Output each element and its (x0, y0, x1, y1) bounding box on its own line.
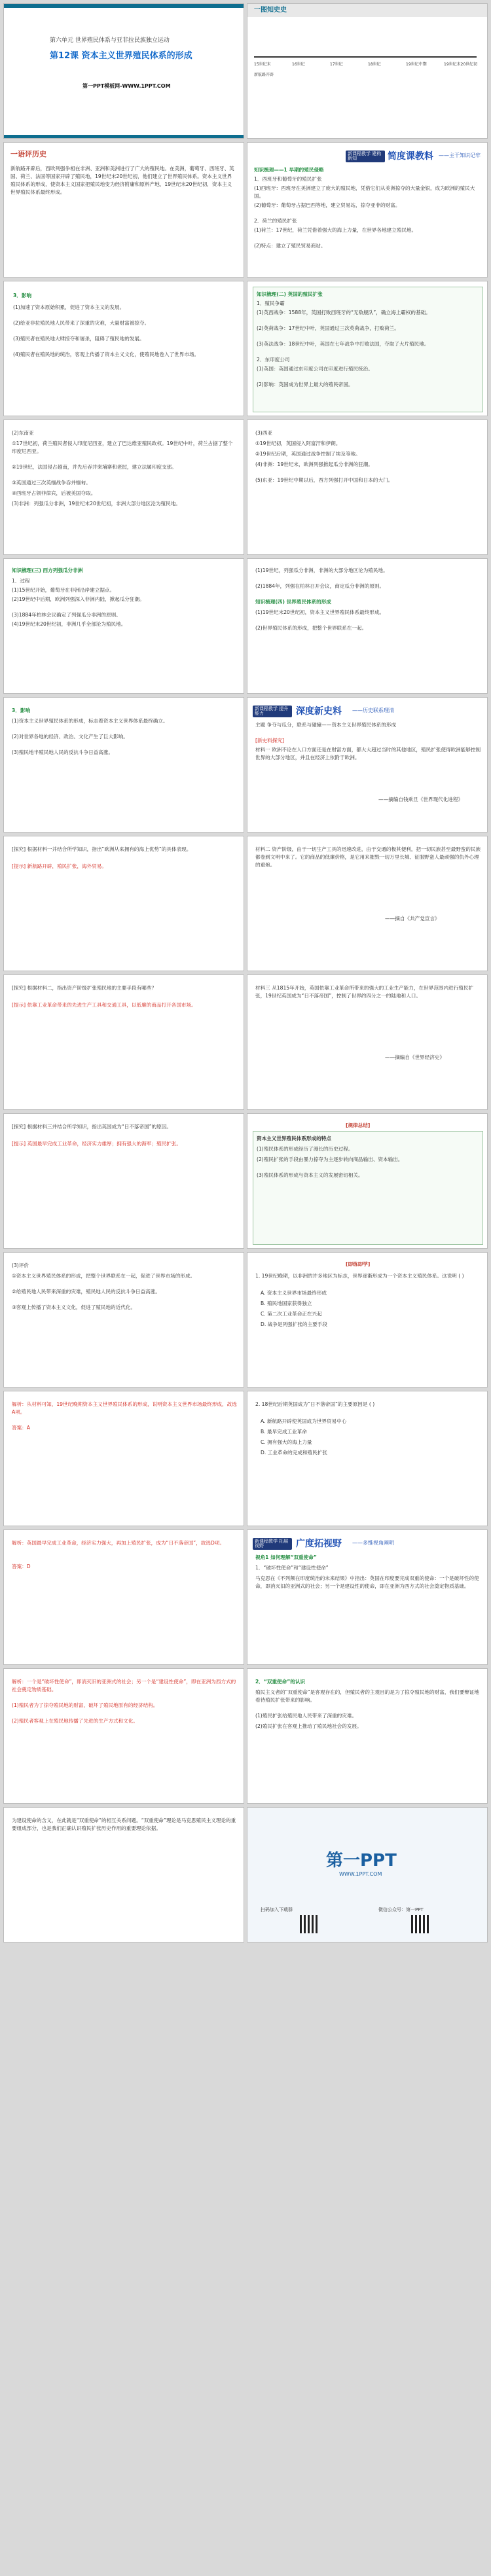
item-1: ①19世纪初，英国侵入阿富汗和伊朗。 (255, 440, 341, 446)
badge-text: 新课程教学 拓展视野 (255, 1539, 289, 1548)
title: 广度拓视野 (296, 1539, 342, 1549)
slide-9[interactable] (3, 558, 244, 694)
labels: 新航路开辟 (254, 73, 274, 77)
slide-5[interactable] (3, 281, 244, 416)
line-2: (3)殖民者在殖民地大肆掠夺和屠杀，阻碍了殖民地的发展。 (13, 336, 145, 342)
slide-1[interactable] (3, 3, 244, 139)
slide-14[interactable] (247, 836, 488, 971)
slide-17[interactable] (3, 1113, 244, 1249)
section-head: 知识梳理(二) 英国的殖民扩张 (257, 291, 323, 297)
section-head: 视角1 如何理解“双重使命” (255, 1554, 317, 1560)
site-url[interactable]: WWW.1PPT.COM (339, 1871, 382, 1877)
site-text: 第一PPT模板网-WWW.1PPT.COM (82, 83, 171, 89)
slide-2[interactable] (247, 3, 488, 139)
line-1: 答案：D (12, 1564, 31, 1569)
line-1: (2)给亚非拉殖民地人民带来了深重的灾难，大量财富被掠夺。 (13, 320, 150, 326)
item-0: 1．殖民争霸 (257, 300, 285, 306)
line-0: [探究] 根据材料二，指出资产阶级扩张殖民地的主要手段有哪些？ (12, 985, 156, 991)
slide-23[interactable] (3, 1530, 244, 1665)
line-2: (2)殖民扩张在客观上推动了殖民地社会的发展。 (255, 1723, 362, 1729)
line-1: [提示] 新航路开辟，殖民扩张，海外贸易。 (12, 863, 107, 869)
title: 3．影响 (13, 293, 32, 298)
slide-13[interactable] (3, 836, 244, 971)
item-4: (4)19世纪末20世纪初，非洲几乎全部沦为殖民地。 (12, 621, 126, 627)
option-b[interactable]: B. 殖民地国家获得独立 (261, 1300, 312, 1306)
brand-logo: 第一PPT (326, 1851, 397, 1870)
line-2: ——摘编自钱乘旦《世界现代化进程》 (378, 796, 464, 802)
line-0: 解析：从材料可知，19世纪晚期资本主义世界殖民体系的形成，说明资本主义世界市场最终形成，故选A项。 (12, 1401, 237, 1415)
item-4: 2．东印度公司 (257, 357, 290, 363)
lesson-title: 第12课 资本主义世界殖民体系的形成 (50, 51, 192, 61)
line-2: (3)殖民地半殖民地人民的反抗斗争日益高涨。 (12, 749, 114, 755)
line-3: ③客观上传播了资本主义文化，促进了殖民地的近代化。 (12, 1304, 136, 1310)
item-0: 1．西班牙和葡萄牙的殖民扩张 (254, 176, 322, 182)
line-1: ①资本主义世界殖民体系的形成，把整个世界联系在一起，促进了世界市场的形成。 (12, 1273, 196, 1279)
node-5: 19世纪末20世纪初 (444, 62, 478, 67)
item-1: (2)1884年，列强在柏林召开会议，商定瓜分非洲的原则。 (255, 583, 385, 589)
line-0: [探究] 根据材料三并结合所学知识，指出英国成为“日不落帝国”的原因。 (12, 1124, 172, 1130)
item-4: (2)世界殖民体系的形成，把整个世界联系在一起。 (255, 625, 367, 631)
node-4: 19世纪中期 (406, 62, 427, 67)
title: 3．影响 (12, 707, 31, 713)
node-1: 16世纪 (292, 62, 305, 67)
line-3: (4)殖民者在殖民地的统治，客观上传播了资本主义文化，使殖民地卷入了世界市场。 (13, 351, 200, 357)
badge (253, 1538, 292, 1550)
item-4: ④西班牙占领菲律宾，后被美国夺取。 (12, 490, 96, 496)
item-6: (2)影响：英国成为世界上最大的殖民帝国。 (257, 382, 354, 387)
item-5: (2)特点：建立了殖民贸易商站。 (254, 243, 326, 249)
line-1: (2)对世界各地的经济、政治、文化产生了巨大影响。 (12, 734, 128, 740)
qr-code-icon[interactable] (411, 1915, 429, 1933)
unit-text: 第六单元 世界殖民体系与亚非拉民族独立运动 (50, 37, 170, 44)
line-1: ——摘编自《世界经济史》 (385, 1054, 445, 1060)
item-3: ③英国通过三次英缅战争吞并缅甸。 (12, 480, 91, 486)
slide-10[interactable] (247, 558, 488, 694)
slide-16[interactable] (247, 975, 488, 1110)
title: 简度课教料 (388, 151, 433, 162)
slide-11[interactable] (3, 697, 244, 832)
slide-3[interactable] (3, 142, 244, 277)
line-0: (3)评价 (12, 1262, 29, 1268)
slide-27[interactable] (3, 1807, 244, 1942)
item-5: (3)非洲：列强瓜分非洲，19世纪末20世纪初，非洲大部分地区沦为殖民地。 (12, 501, 181, 507)
line-1: [提示] 英国最早完成工业革命，经济实力雄厚；拥有强大的海军；殖民扩张。 (12, 1141, 181, 1147)
line-0: 殖民主义者的“双重使命”是客观存在的，但殖民者的主观目的是为了掠夺殖民地的财富，我们要辩证地看待殖民扩张带来的影响。 (255, 1689, 479, 1703)
slide-25[interactable] (3, 1668, 244, 1804)
bottom-bar (4, 135, 244, 138)
question: 主题 争夺与瓜分，联系与碰撞——资本主义世界殖民体系的形成 (255, 722, 397, 728)
option-b[interactable]: B. 最早完成工业革命 (261, 1429, 307, 1435)
heading: 一语评历史 (10, 150, 46, 158)
item-1: ①17世纪初，荷兰殖民者侵入印度尼西亚，建立了巴达维亚殖民政权。19世纪中叶，荷兰占据了整个印度尼西亚。 (12, 440, 233, 454)
line-1: 材料一 欧洲不论在人口方面还是在财富方面，都大大超过当时的其他地区，殖民扩张使得欧洲能够控制世界的大部分地区，并且在经济上依附于欧洲。 (255, 747, 481, 760)
subtitle: ——主干知识记牢 (439, 152, 481, 158)
slide-22[interactable] (247, 1391, 488, 1526)
item-0: 1．过程 (12, 578, 30, 584)
slide-20[interactable] (247, 1252, 488, 1387)
title: [规律总结] (346, 1122, 371, 1128)
item-5: (1)英国：英国通过东印度公司在印度进行殖民统治。 (257, 366, 373, 372)
line-0: 1．“破坏性使命”和“建设性使命” (255, 1565, 329, 1571)
scan-tip: 扫码加入下载群 (261, 1907, 293, 1912)
slide-18[interactable] (247, 1113, 488, 1249)
question: 1. 19世纪晚期，以非洲的许多地区为标志，世界逐渐形成为一个资本主义殖民体系。这说明 ( ) (255, 1273, 464, 1279)
line-1: 马克思在《不列颠在印度统治的未来结果》中指出：英国在印度要完成双重的使命：一个是破坏性的使命，即消灭旧的亚洲式的社会；另一个是建设性的使命，即在亚洲为西方式的社会奠定物质基础。 (255, 1575, 479, 1589)
option-c[interactable]: C. 拥有强大的海上力量 (261, 1439, 312, 1445)
item-1: (1)15世纪开始，葡萄牙在非洲沿岸建立据点。 (12, 587, 115, 593)
slide-28[interactable] (247, 1807, 488, 1942)
slide-26[interactable] (247, 1668, 488, 1804)
item-3: (1)19世纪末20世纪初，资本主义世界殖民体系最终形成。 (255, 609, 385, 615)
item-3: (3)英法战争：18世纪中叶，英国在七年战争中打败法国，夺取了大片殖民地。 (257, 341, 429, 347)
title: 深度新史料 (296, 706, 342, 717)
qr-code-icon[interactable] (300, 1915, 318, 1933)
line-1: (1)殖民扩张给殖民地人民带来了深重的灾难。 (255, 1713, 357, 1719)
badge (253, 706, 292, 717)
slide-8[interactable] (247, 420, 488, 555)
question: 2. 18世纪后期英国成为“日不落帝国”的主要原因是 ( ) (255, 1401, 375, 1407)
slide-7[interactable] (3, 420, 244, 555)
node-3: 18世纪 (368, 62, 381, 67)
line-2: ②给殖民地人民带来深重的灾难，殖民地人民的反抗斗争日益高涨。 (12, 1289, 161, 1295)
item-3: (3)1884年柏林会议确定了列强瓜分非洲的原则。 (12, 612, 121, 618)
subtitle: ——多维视角阐明 (352, 1540, 394, 1546)
item-1: (1)西班牙：西班牙在美洲建立了庞大的殖民地，凭借它们从美洲掠夺的大量金银，成为欧洲的殖民大国。 (254, 185, 475, 199)
line-1: [提示] 依靠工业革命带来的先进生产工具和交通工具，以低廉的商品打开各国市场。 (12, 1002, 196, 1008)
item-2: ②19世纪后期，英国通过战争控制了埃及等地。 (255, 451, 361, 457)
slide-6[interactable] (247, 281, 488, 416)
line-0: 材料三 从1815年开始，英国依靠工业革命所带来的强大的工业生产能力，在世界范围内进行殖民扩张，19世纪英国成为“日不落帝国”，控制了世界约四分之一的陆地和人口。 (255, 985, 474, 999)
badge (346, 151, 385, 162)
option-d[interactable]: D. 工业革命的完成和殖民扩张 (261, 1450, 327, 1456)
title: 2．“双重使命”的认识 (255, 1679, 306, 1685)
line-1: (1)殖民者为了掠夺殖民地的财富，破坏了殖民地原有的经济结构。 (12, 1702, 158, 1708)
item-2: ②19世纪，法国侵占越南，并先后吞并柬埔寨和老挝，建立法属印度支那。 (12, 464, 177, 470)
badge-text: 新课程教学 建构新知 (348, 151, 382, 161)
line-0: (1)加速了资本原始积累，促进了资本主义的发展。 (13, 304, 125, 310)
slide-12[interactable] (247, 697, 488, 832)
title: [即练即学] (346, 1261, 371, 1267)
item-3: (4)非洲：19世纪末，欧洲列强掀起瓜分非洲的狂潮。 (255, 461, 373, 467)
line-0: [新史料探究] (255, 738, 284, 743)
heading: 一图知史史 (254, 7, 287, 14)
section-head: 知识梳理(三) 西方列强瓜分非洲 (12, 567, 83, 573)
line-1: 答案：A (12, 1425, 30, 1431)
line-0: 为建设使命的含义，在此就是“双重使命”的相互关系问题。“双重使命”理论是马克思殖民主义理论的重要组成部分，也是我们正确认识殖民扩张历史作用的重要理论依据。 (12, 1817, 236, 1831)
line-2: (2)殖民扩张的手段由暴力掠夺为主逐步转向商品输出、资本输出。 (257, 1156, 403, 1162)
line-0: 材料二 资产阶级，由于一切生产工具的迅速改进，由于交通的极其便利，把一切民族甚至最野蛮的民族都卷到文明中来了。它的商品的低廉价格，是它用来摧毁一切万里长城、征服野蛮人最顽强的仇外心理的重炮。 (255, 846, 481, 868)
option-d[interactable]: D. 战争是列强扩张的主要手段 (261, 1321, 327, 1327)
node-0: 15世纪末 (254, 62, 271, 67)
item-4: (5)东亚：19世纪中期以后，西方列强打开中国和日本的大门。 (255, 477, 393, 483)
line-2: (2)殖民者客观上在殖民地传播了先进的生产方式和文化。 (12, 1718, 139, 1724)
subtitle: ——历史联系理清 (352, 707, 394, 713)
line-3: (3)殖民体系的形成与资本主义的发展密切相关。 (257, 1172, 363, 1178)
line-0: 解析：一个是“破坏性使命”，即消灭旧的亚洲式的社会；另一个是“建设性使命”，即在亚洲为西方式的社会奠定物质基础。 (12, 1679, 236, 1692)
option-a[interactable]: A. 新航路开辟使英国成为世界贸易中心 (261, 1418, 347, 1424)
wechat-account: 微信公众号：第一PPT (378, 1907, 424, 1912)
slide-19[interactable] (3, 1252, 244, 1387)
line-0: (1)资本主义世界殖民体系的形成，标志着资本主义世界体系最终确立。 (12, 718, 168, 724)
slide-4[interactable] (247, 142, 488, 277)
body: 新航路开辟后，西欧列强争相在非洲、亚洲和美洲进行了广大的殖民地。在美洲，葡萄牙、西班牙、英国、荷兰、法国等国家开辟了殖民地，19世纪末20世纪初，他们建立了世界殖民体系。资本主义世界殖民体系的形成，使资本主义国家把殖民地变为经济附庸和原料产地，19世纪末20世纪初，资本主义世界殖民体系最终形成。 (10, 166, 234, 195)
top-bar (4, 4, 244, 8)
line-1: ——摘自《共产党宣言》 (385, 916, 440, 921)
item-0: (2)东南亚 (12, 430, 34, 436)
item-1: (1)英西战争：1588年，英国打败西班牙的“无敌舰队”，确立海上霸权的基础。 (257, 310, 431, 315)
item-4: (1)荷兰：17世纪，荷兰凭借着强大的海上力量，在世界各地建立殖民地。 (254, 227, 417, 233)
item-2: (2)英荷战争：17世纪中叶，英国通过三次英荷战争，打败荷兰。 (257, 325, 399, 331)
item-0: (3)西亚 (255, 430, 272, 436)
line-0: 资本主义世界殖民体系形成的特点 (257, 1136, 331, 1141)
item-0: (1)19世纪，列强瓜分非洲，非洲的大部分地区沦为殖民地。 (255, 567, 388, 573)
option-c[interactable]: C. 第二次工业革命正在兴起 (261, 1311, 322, 1317)
line-0: [探究] 根据材料一并结合所学知识，指出“欧洲从来拥有的海上优势”的具体表现。 (12, 846, 192, 852)
section-head: 知识梳理(四) 世界殖民体系的形成 (255, 599, 331, 605)
slide-15[interactable] (3, 975, 244, 1110)
section-head: 知识梳理——1 早期的殖民侵略 (254, 167, 324, 173)
node-2: 17世纪 (330, 62, 343, 67)
item-2: (2)19世纪中后期，欧洲列强深入非洲内陆，掀起瓜分狂潮。 (12, 596, 145, 602)
slide-24[interactable] (247, 1530, 488, 1665)
option-a[interactable]: A. 资本主义世界市场最终形成 (261, 1290, 327, 1296)
timeline (254, 56, 477, 58)
line-0: 解析：英国最早完成工业革命，经济实力强大，再加上殖民扩张，成为“日不落帝国”，故选D项。 (12, 1540, 225, 1546)
line-1: (1)殖民体系的形成经历了漫长的历史过程。 (257, 1146, 354, 1152)
slide-21[interactable] (3, 1391, 244, 1526)
item-3: 2．荷兰的殖民扩张 (254, 218, 297, 224)
item-2: (2)葡萄牙：葡萄牙占据巴西等地，建立贸易站，掠夺亚非的财富。 (254, 202, 401, 208)
badge-text: 新课程教学 提升能力 (255, 706, 289, 716)
